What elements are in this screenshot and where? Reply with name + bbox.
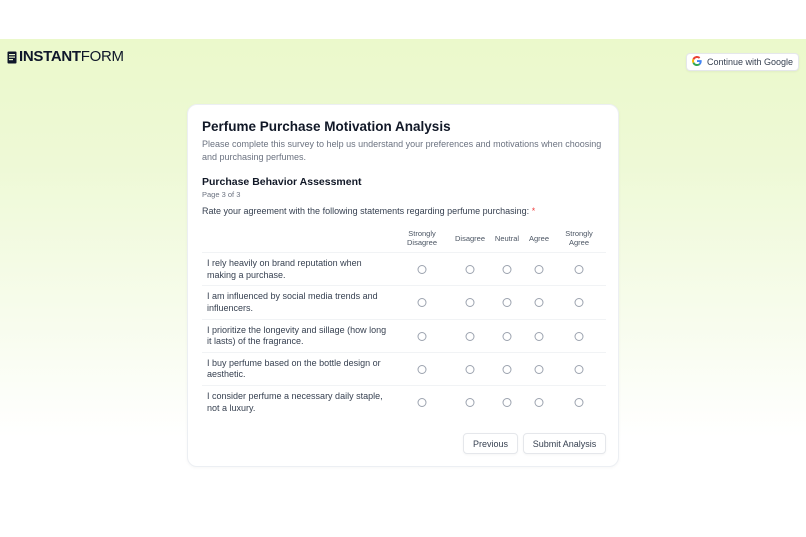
- google-icon: [692, 56, 702, 68]
- radio-strongly-agree[interactable]: [575, 298, 584, 307]
- radio-agree[interactable]: [535, 365, 544, 374]
- radio-neutral[interactable]: [503, 365, 512, 374]
- form-title: Perfume Purchase Motivation Analysis: [202, 119, 451, 134]
- statement-text: I consider perfume a necessary daily staple, not a luxury.: [207, 391, 383, 413]
- google-button-label: Continue with Google: [706, 57, 794, 67]
- radio-agree[interactable]: [535, 398, 544, 407]
- top-blank-area: [0, 0, 806, 39]
- form-document-icon: [7, 51, 17, 64]
- statement-text: I buy perfume based on the bottle design or aesthetic.: [207, 357, 381, 380]
- matrix-row: [202, 386, 606, 419]
- radio-agree[interactable]: [535, 298, 544, 307]
- radio-strongly-disagree[interactable]: [418, 265, 427, 274]
- column-header-agree: Agree: [528, 234, 550, 243]
- radio-disagree[interactable]: [466, 265, 475, 274]
- matrix-row: [202, 286, 606, 319]
- logo-text-bold: INSTANT: [19, 48, 81, 65]
- radio-strongly-disagree[interactable]: [418, 298, 427, 307]
- question-label: [202, 206, 535, 216]
- statement-text: I am influenced by social media trends and influencers.: [207, 291, 378, 313]
- survey-card: [187, 104, 619, 467]
- column-header-neutral: Neutral: [494, 234, 520, 243]
- radio-strongly-disagree[interactable]: [418, 332, 427, 341]
- radio-strongly-disagree[interactable]: [418, 365, 427, 374]
- radio-agree[interactable]: [535, 332, 544, 341]
- submit-analysis-button[interactable]: Submit Analysis: [523, 433, 606, 454]
- matrix-row: [202, 320, 606, 353]
- matrix-row: [202, 253, 606, 286]
- radio-disagree[interactable]: [466, 332, 475, 341]
- logo-text-light: FORM: [80, 48, 124, 65]
- column-header-strongly-disagree: Strongly Disagree: [406, 229, 438, 247]
- radio-agree[interactable]: [535, 265, 544, 274]
- statement-text: I rely heavily on brand reputation when making a purchase.: [207, 258, 362, 280]
- previous-button[interactable]: Previous: [463, 433, 518, 454]
- radio-disagree[interactable]: [466, 298, 475, 307]
- required-asterisk: *: [531, 206, 536, 216]
- matrix-header: [202, 226, 606, 253]
- continue-with-google-button[interactable]: [686, 53, 799, 71]
- form-description: Please complete this survey to help us understand your preferences and motivations when choosing and purchasing perfumes.: [202, 139, 602, 162]
- radio-strongly-agree[interactable]: [575, 398, 584, 407]
- instantform-logo[interactable]: [7, 50, 124, 64]
- question-text: Rate your agreement with the following statements regarding perfume purchasing:: [202, 206, 530, 216]
- page-indicator: Page 3 of 3: [202, 190, 241, 199]
- section-title: Purchase Behavior Assessment: [202, 176, 362, 188]
- radio-neutral[interactable]: [503, 398, 512, 407]
- statement-text: I prioritize the longevity and sillage (how long it lasts) of the fragrance.: [207, 324, 387, 347]
- radio-strongly-agree[interactable]: [575, 265, 584, 274]
- radio-strongly-agree[interactable]: [575, 332, 584, 341]
- radio-disagree[interactable]: [466, 398, 475, 407]
- radio-neutral[interactable]: [503, 298, 512, 307]
- column-header-disagree: Disagree: [454, 234, 486, 243]
- radio-disagree[interactable]: [466, 365, 475, 374]
- column-header-strongly-agree: Strongly Agree: [565, 229, 593, 247]
- radio-neutral[interactable]: [503, 332, 512, 341]
- likert-matrix: [202, 226, 606, 419]
- radio-strongly-agree[interactable]: [575, 365, 584, 374]
- radio-strongly-disagree[interactable]: [418, 398, 427, 407]
- radio-neutral[interactable]: [503, 265, 512, 274]
- matrix-row: [202, 353, 606, 386]
